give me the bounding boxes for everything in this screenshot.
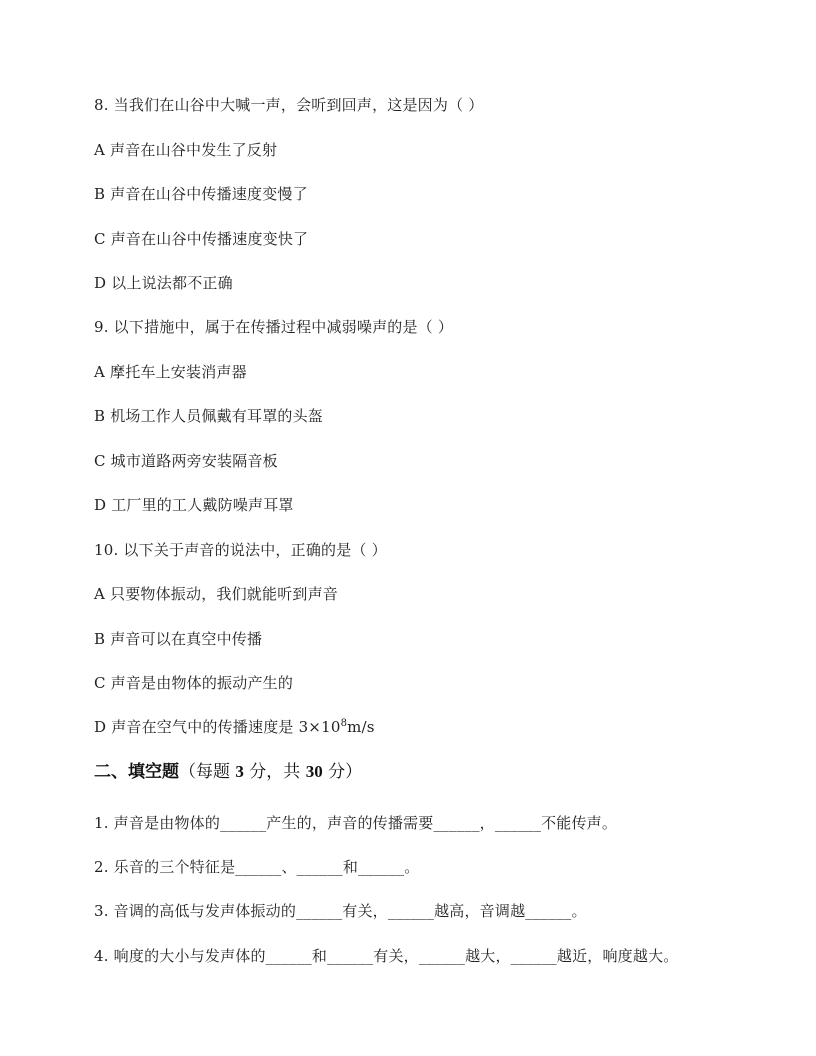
section-2-score-total: 30 (305, 762, 323, 781)
section-2-score-each: 3 (235, 762, 244, 781)
question-10-option-c: C 声音是由物体的振动产生的 (94, 674, 294, 692)
section-2-note-open: （每题 (179, 762, 236, 782)
fill-blank-question-1: 1. 声音是由物体的______产生的，声音的传播需要______，______不能传声。 (94, 814, 618, 832)
section-2-title: 二、填空题 (94, 762, 179, 782)
section-2-heading (94, 761, 362, 783)
fill-blank-question-4: 4. 响度的大小与发声体的______和______有关，______越大，______越近，响度越大。 (94, 947, 679, 965)
question-8-option-c: C 声音在山谷中传播速度变快了 (94, 230, 309, 248)
question-8-option-b: B 声音在山谷中传播速度变慢了 (94, 185, 308, 203)
question-8-option-d: D 以上说法都不正确 (94, 274, 233, 292)
question-10-option-a: A 只要物体振动，我们就能听到声音 (94, 585, 339, 603)
question-10-stem: 10. 以下关于声音的说法中，正确的是（ ） (94, 541, 387, 559)
question-10-option-d (94, 717, 375, 737)
fill-blank-question-2: 2. 乐音的三个特征是______、______和______。 (94, 858, 420, 876)
question-10-option-b: B 声音可以在真空中传播 (94, 630, 263, 648)
question-9-option-d: D 工厂里的工人戴防噪声耳罩 (94, 496, 294, 514)
option-d-exponent: 8 (340, 718, 348, 729)
question-8-stem: 8. 当我们在山谷中大喊一声，会听到回声，这是因为（ ） (94, 96, 484, 114)
question-9-stem: 9. 以下措施中，属于在传播过程中减弱噪声的是（ ） (94, 318, 454, 336)
fill-blank-question-3: 3. 音调的高低与发声体振动的______有关，______越高，音调越______。 (94, 902, 587, 920)
question-9-option-a: A 摩托车上安装消声器 (94, 363, 247, 381)
question-8-option-a: A 声音在山谷中发生了反射 (94, 141, 278, 159)
section-2-note-close: 分） (322, 762, 363, 782)
question-9-option-c: C 城市道路两旁安装隔音板 (94, 452, 278, 470)
question-9-option-b: B 机场工作人员佩戴有耳罩的头盔 (94, 407, 323, 425)
section-2-note-mid: 分，共 (243, 762, 306, 782)
option-d-unit: m/s (347, 718, 375, 736)
option-d-prefix: D 声音在空气中的传播速度是 3×10 (94, 718, 341, 736)
